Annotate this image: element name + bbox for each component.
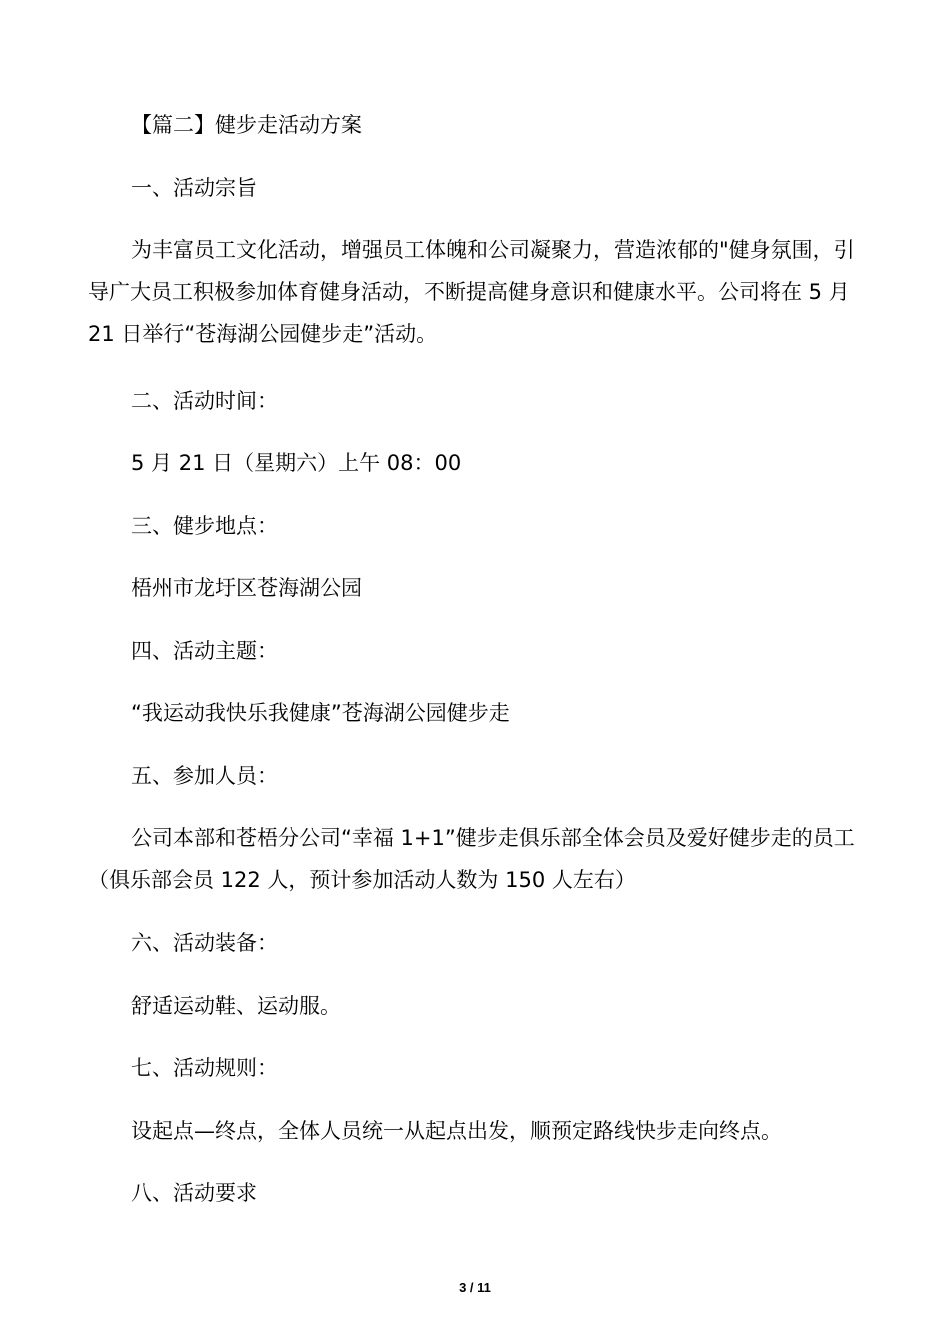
participants-heading: 五、参加人员： xyxy=(131,764,278,788)
time-heading: 二、活动时间： xyxy=(131,389,278,413)
participants-paragraph: 公司本部和苍梧分公司“幸福 1+1”健步走俱乐部全体会员及爱好健步走的员工（俱乐部会员 122 人，预计参加活动人数为 150 人左右） xyxy=(88,826,855,892)
rules-heading: 七、活动规则： xyxy=(131,1056,278,1080)
time-paragraph: 5 月 21 日（星期六）上午 08：00 xyxy=(131,451,462,475)
purpose-paragraph: 为丰富员工文化活动，增强员工体魄和公司凝聚力，营造浓郁的"健身氛围，引导广大员工积极参加体育健身活动，不断提高健身意识和健康水平。公司将在 5 月 21 日举行“苍海湖公园健步走”活动。 xyxy=(88,238,857,346)
page-number: 3 / 11 xyxy=(459,1280,491,1295)
place-heading: 三、健步地点： xyxy=(131,514,278,538)
theme-paragraph: “我运动我快乐我健康”苍海湖公园健步走 xyxy=(131,701,510,725)
document-title: 【篇二】健步走活动方案 xyxy=(131,113,362,137)
equipment-paragraph: 舒适运动鞋、运动服。 xyxy=(131,994,341,1018)
purpose-heading: 一、活动宗旨 xyxy=(131,176,257,200)
equipment-heading: 六、活动装备： xyxy=(131,931,278,955)
place-paragraph: 梧州市龙圩区苍海湖公园 xyxy=(131,576,362,600)
rules-paragraph: 设起点—终点，全体人员统一从起点出发，顺预定路线快步走向终点。 xyxy=(131,1119,782,1143)
theme-heading: 四、活动主题： xyxy=(131,639,278,663)
requirements-heading: 八、活动要求 xyxy=(131,1181,257,1205)
